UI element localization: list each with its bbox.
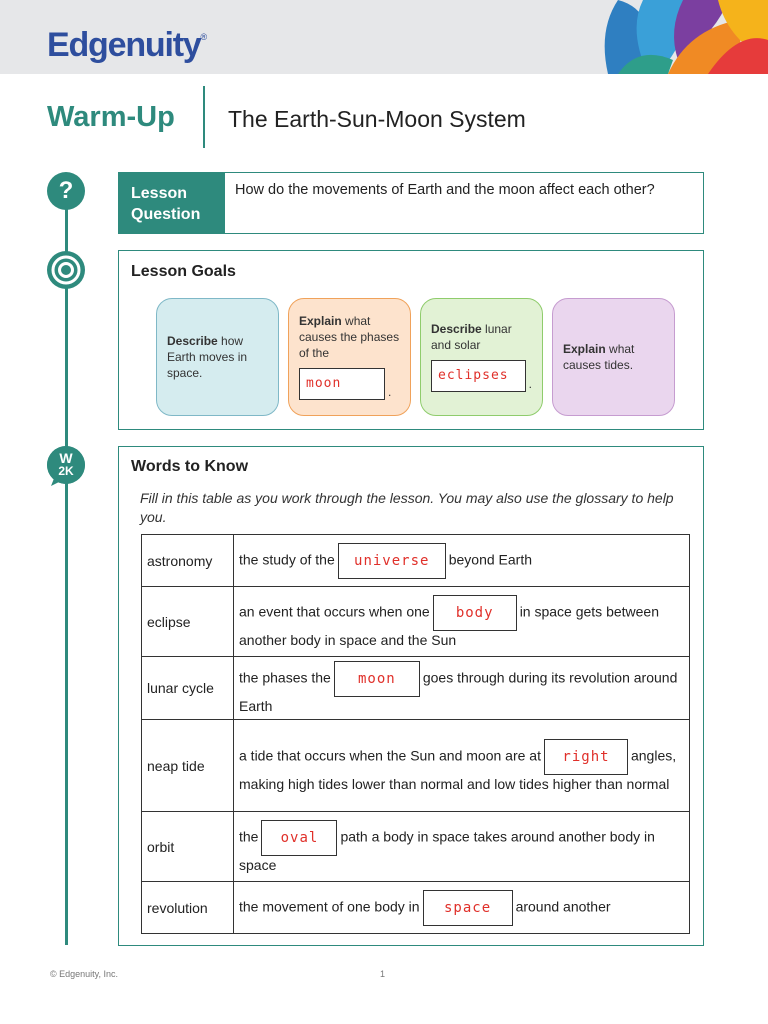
lesson-goals-box <box>118 250 704 430</box>
definition-cell: an event that occurs when one body in space gets between another body in space and the Sun <box>234 587 690 657</box>
goal-card-3: Describe lunar and solar eclipses . <box>420 298 543 416</box>
answer-field[interactable]: space <box>423 890 513 926</box>
goal-card-2: Explain what causes the phases of the moon . <box>288 298 411 416</box>
footer-copyright: © Edgenuity, Inc. <box>50 969 119 979</box>
header-band <box>0 0 768 74</box>
title-divider <box>203 86 205 148</box>
definition-cell: a tide that occurs when the Sun and moon are at right angles, making high tides lower than normal and low tides higher than normal <box>234 720 690 812</box>
answer-field[interactable]: universe <box>338 543 446 579</box>
goal-answer-field[interactable]: eclipses <box>431 360 526 392</box>
page-title: The Earth-Sun-Moon System <box>228 106 526 132</box>
lesson-question-text: How do the movements of Earth and the moon affect each other? <box>235 182 655 198</box>
instructions-text: Fill in this table as you work through the lesson. You may also use the glossary to help you. <box>140 490 674 525</box>
definition-cell: the study of the universe beyond Earth <box>234 535 690 587</box>
answer-field[interactable]: body <box>433 595 517 631</box>
target-icon <box>47 251 85 289</box>
table-row <box>142 882 690 934</box>
section-label: Warm-Up <box>47 101 175 133</box>
table-row <box>142 587 690 657</box>
vocabulary-table <box>141 534 690 934</box>
answer-field[interactable]: right <box>544 739 628 775</box>
table-row <box>142 812 690 882</box>
words-to-know-title: Words to Know <box>131 458 249 475</box>
question-icon: ? <box>47 172 85 210</box>
answer-field[interactable]: moon <box>334 661 420 697</box>
lesson-question-label: Lesson Question <box>119 173 225 233</box>
brand-petals-graphic <box>598 0 768 74</box>
definition-cell: the movement of one body in space around another <box>234 882 690 934</box>
term-cell: orbit <box>142 812 234 882</box>
table-row <box>142 657 690 720</box>
answer-field[interactable]: oval <box>261 820 337 856</box>
term-cell: astronomy <box>142 535 234 587</box>
goal-card-4: Explain what causes tides. <box>552 298 675 416</box>
term-cell: revolution <box>142 882 234 934</box>
timeline-line <box>65 185 68 945</box>
goal-card-1: Describe how Earth moves in space. <box>156 298 279 416</box>
table-row <box>142 535 690 587</box>
definition-cell: the oval path a body in space takes around another body in space <box>234 812 690 882</box>
definition-cell: the phases the moon goes through during its revolution around Earth <box>234 657 690 720</box>
lesson-question-box <box>118 172 704 234</box>
table-row <box>142 720 690 812</box>
edgenuity-logo: Edgenuity® <box>47 26 208 64</box>
term-cell: eclipse <box>142 587 234 657</box>
words-to-know-box <box>118 446 704 946</box>
goal-answer-field[interactable]: moon <box>299 368 385 400</box>
term-cell: neap tide <box>142 720 234 812</box>
lesson-goals-title: Lesson Goals <box>131 263 236 280</box>
words-to-know-icon: W 2K <box>47 446 85 484</box>
term-cell: lunar cycle <box>142 657 234 720</box>
page-number: 1 <box>380 969 386 979</box>
